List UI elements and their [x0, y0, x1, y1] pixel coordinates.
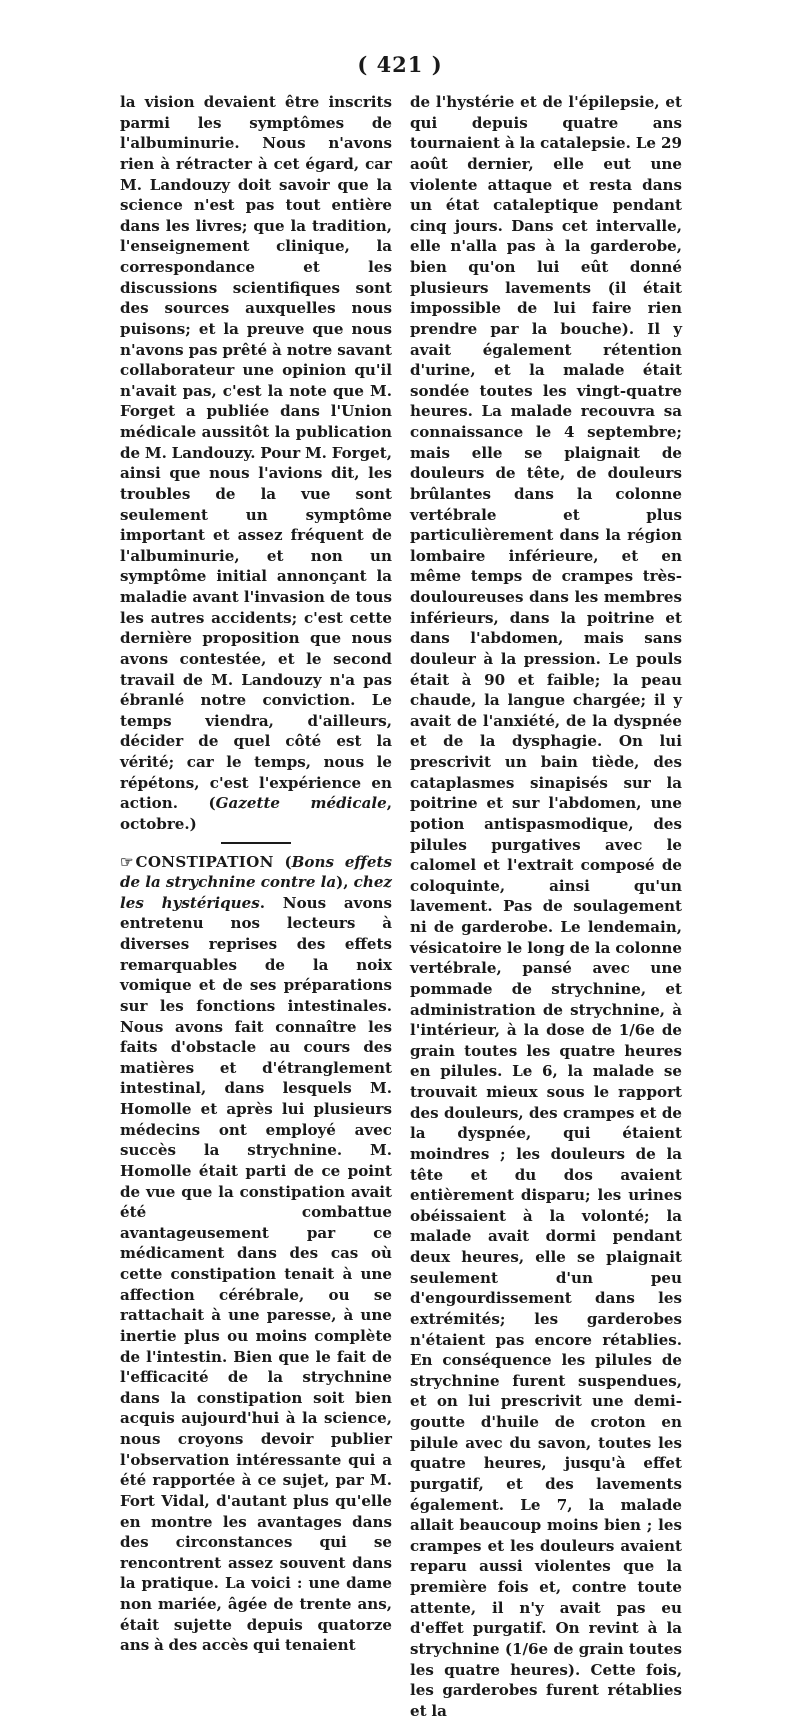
section-divider — [221, 842, 291, 844]
source-close: , octobre.) — [120, 794, 392, 833]
right-column — [410, 92, 682, 1721]
source-open: ( — [177, 794, 216, 813]
left-paragraph-1 — [120, 92, 392, 835]
left-column — [120, 92, 392, 1656]
source-citation: Gazette médicale — [215, 794, 387, 813]
page-number: ( 421 ) — [357, 52, 443, 77]
left-paragraph-1-text: la vision devaient être inscrits parmi les symptômes de l'albuminurie. Nous n'avons rien à rétracter à cet égard, car M. Landouzy doit savoir que la science n'est pas tout entière dans les livres; que la tradition, l'enseignement clinique, la correspondance et les discussions scientifiques sont des sources auxquelles nous puisons; et la preuve que nous n'avons pas prêté à notre savant collaborateur une opinion qu'il n'avait pas, c'est la note que M. Forget a publiée dans l'Union médicale aussitôt la publication de M. Landouzy. Pour M. Forget, ainsi que nous l'avions dit, les troubles de la vue sont seulement un symptôme important et assez fréquent de l'albuminurie, et non un symptôme initial annonçant la maladie avant l'invasion de tous les autres accidents; c'est cette dernière proposition que nous avons contestée, et le second travail de M. Landouzy n'a pas ébranlé notre conviction. Le temps viendra, d'ailleurs, décider de quel côté est la vérité; car le temps, nous le répétons, c'est l'expérience en action. — [120, 93, 392, 813]
entry-sub-open: ( — [273, 852, 292, 871]
entry-sub-close: ), — [336, 873, 354, 892]
entry-title: CONSTIPATION — [135, 852, 274, 871]
entry-subtitle: Bons effets de la strychnine contre la — [120, 852, 392, 892]
entry-sub-end: . — [259, 893, 283, 912]
entry-constipation — [120, 852, 392, 1656]
right-paragraph-1: de l'hystérie et de l'épilepsie, et qui depuis quatre ans tournaient à la catalepsie. Le 29 août dernier, elle eut une violente attaque et resta dans un état cataleptique pendant cinq jours. Dans cet intervalle, elle n'alla pas à la garderobe, bien qu'on lui eût donné plusieurs lavements (il était impossible de lui faire rien prendre par la bouche). Il y avait également rétention d'urine, et la malade était sondée toutes les vingt-quatre heures. La malade recouvra sa connaissance le 4 septembre; mais elle se plaignait de douleurs de tête, de douleurs brûlantes dans la colonne vertébrale et plus particulièrement dans la région lombaire inférieure, et en même temps de crampes très-douloureuses dans les membres inférieurs, dans la poitrine et dans l'abdomen, mais sans douleur à la pression. Le pouls était à 90 et faible; la peau chaude, la langue chargée; il y avait de l'anxiété, de la dyspnée et de la dysphagie. On lui prescrivit un bain tiède, des cataplasmes sinapisés sur la poitrine et sur l'abdomen, une potion antispasmodique, des pilules purgatives avec le calomel et l'extrait composé de coloquinte, ainsi qu'un lavement. Pas de soulagement ni de garderobe. Le lendemain, vésicatoire le long de la colonne vertébrale, pansé avec une pommade de strychnine, et administration de strychnine, à l'intérieur, à la dose de 1/6e de grain toutes les quatre heures en pilules. Le 6, la malade se trouvait mieux sous le rapport des douleurs, des crampes et de la dyspnée, qui étaient moindres ; les douleurs de la tête et du dos avaient entièrement disparu; les urines obéissaient à la volonté; la malade avait dormi pendant deux heures, elle se plaignait seulement d'un peu d'engourdissement dans les extrémités; les garderobes n'étaient pas encore rétablies. En conséquence les pilules de strychnine furent suspendues, et on lui prescrivit une demi-goutte d'huile de croton en pilule avec du savon, toutes les quatre heures, jusqu'à effet purgatif, et des lavements également. Le 7, la malade allait beaucoup moins bien ; les crampes et les douleurs avaient reparu aussi violentes que la première fois et, contre toute attente, il n'y avait pas eu d'effet purgatif. On revint à la strychnine (1/6e de grain toutes les quatre heures). Cette fois, les garderobes furent rétablies et la — [410, 93, 682, 1720]
pointing-hand-icon: ☞ — [120, 852, 134, 871]
left-paragraph-2-text: Nous avons entretenu nos lecteurs à diverses reprises des effets remarquables de la noix vomique et de ses préparations sur les fonctions intestinales. Nous avons fait connaître les faits d'obstacle au cours des matières et d'étranglement intestinal, dans lesquels M. Homolle et après lui plusieurs médecins ont employé avec succès la strychnine. M. Homolle était parti de ce point de vue que la constipation avait été combattue avantageusement par ce médicament dans des cas où cette constipation tenait à une affection cérébrale, ou se rattachait à une paresse, à une inertie plus ou moins complète de l'intestin. Bien que le fait de l'efficacité de la strychnine dans la constipation soit bien acquis aujourd'hui à la science, nous croyons devoir publier l'observation intéressante qui a été rapportée à ce sujet, par M. Fort Vidal, d'autant plus qu'elle en montre les avantages dans des circonstances qui se rencontrent assez souvent dans la pratique. La voici : une dame non mariée, âgée de trente ans, était sujette depuis quatorze ans à des accès qui tenaient — [120, 893, 392, 1655]
entry-subtitle-2: chez les hystériques — [120, 873, 392, 912]
